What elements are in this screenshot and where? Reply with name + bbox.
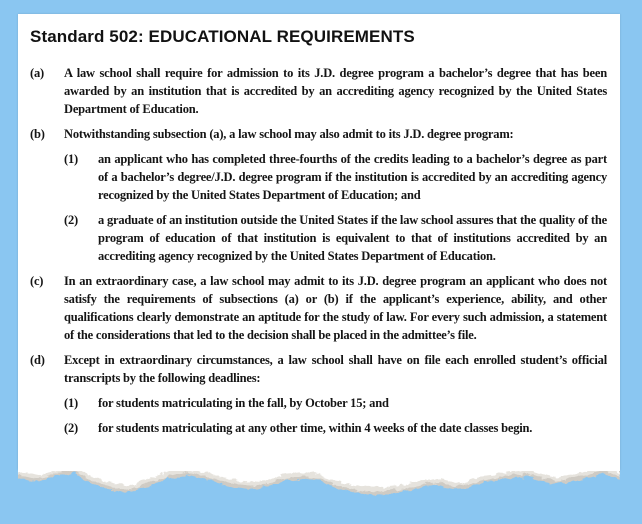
torn-edge-join-strip [18,462,620,471]
subsection-b2-text: a graduate of an institution outside the United States if the law school assures that the quality of the program of education of that institution is equivalent to that of institutions accredited by an accrediting agency recognized by the United States Department of Education. [98,213,607,263]
section-c-text: In an extraordinary case, a law school may admit to its J.D. degree program an applicant who does not satisfy the requirements of subsections (a) or (b) if the applicant’s experience, ability, and other qualifications clearly demonstrate an aptitude for the study of law. For every such admission, a statement of the considerations that led to the decision shall be placed in the admittee’s file. [64,274,607,342]
section-a [30,64,607,118]
torn-paper-edge-graphic [18,462,620,516]
section-b-label: (b) [30,127,45,141]
section-d-label: (d) [30,353,45,367]
subsection-d2-label: (2) [64,421,78,435]
document-title: Standard 502: EDUCATIONAL REQUIREMENTS [30,27,415,46]
section-d [30,351,607,437]
section-a-label: (a) [30,66,44,80]
section-c-label: (c) [30,274,44,288]
subsection-d2 [64,419,607,437]
subsection-d1-text: for students matriculating in the fall, by October 15; and [98,396,389,410]
subsection-b1 [64,150,607,204]
section-c [30,272,607,344]
subsection-d2-text: for students matriculating at any other time, within 4 weeks of the date classes begin. [98,421,533,435]
subsection-d1-label: (1) [64,396,78,410]
subsection-b1-label: (1) [64,152,78,166]
document-page [18,14,620,470]
subsection-d1 [64,394,607,412]
section-d-text: Except in extraordinary circumstances, a law school shall have on file each enrolled student’s official transcripts by the following deadlines: [64,353,607,385]
subsection-b1-text: an applicant who has completed three-fourths of the credits leading to a bachelor’s degree as part of a bachelor’s degree/J.D. degree program if the institution is accredited by an accrediting agency recognized by the United States Department of Education; and [98,152,607,202]
section-a-text: A law school shall require for admission to its J.D. degree program a bachelor’s degree that has been awarded by an institution that is accredited by an accrediting agency recognized by the United States Department of Education. [64,66,607,116]
subsection-b2-label: (2) [64,213,78,227]
section-b [30,125,607,265]
section-b-text: Notwithstanding subsection (a), a law school may also admit to its J.D. degree program: [64,127,514,141]
subsection-b2 [64,211,607,265]
